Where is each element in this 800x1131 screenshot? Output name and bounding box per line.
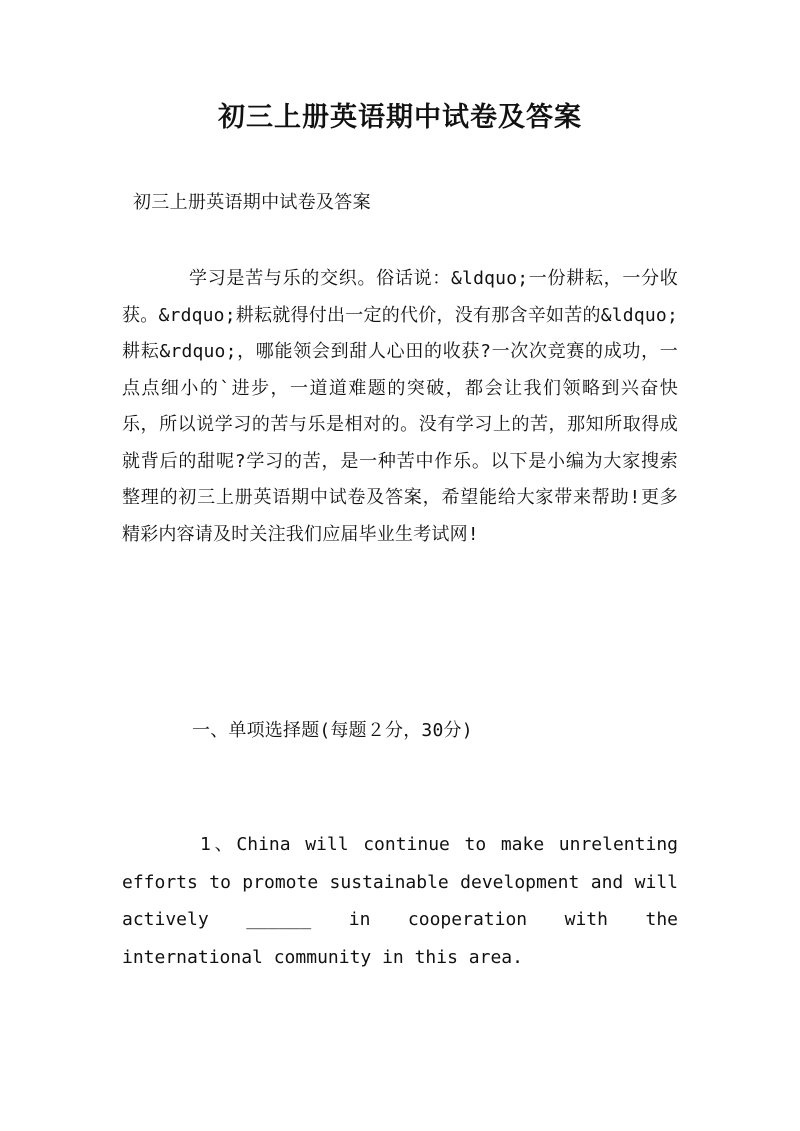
question-1-line-2: efforts to promote sustainable development and will [122, 871, 678, 893]
question-1-line-1: 1、China will continue to make unrelenting [200, 834, 678, 855]
question-1-line-4: international community in this area. [122, 946, 523, 968]
question-1 [122, 826, 678, 976]
document-title: 初三上册英语期中试卷及答案 [218, 102, 582, 133]
section-heading: 一、单项选择题(每题２分，30分) [192, 720, 473, 741]
document-subtitle: 初三上册英语期中试卷及答案 [133, 192, 371, 213]
intro-paragraph: 学习是苦与乐的交织。俗话说：&ldquo;一份耕耘，一分收获。&rdquo;耕耘就得付出一定的代价，没有那含辛如苦的&ldquo;耕耘&rdquo;，哪能领会到甜人心田的收获?一次次竞赛的成功，一点点细小的`进步，一道道难题的突破，都会让我们领略到兴奋快乐，所以说学习的苦与乐是相对的。没有学习上的苦，那知所取得成就背后的甜呢?学习的苦，是一种苦中作乐。以下是小编为大家搜索整理的初三上册英语期中试卷及答案，希望能给大家带来帮助!更多精彩内容请及时关注我们应届毕业生考试网! [122, 268, 678, 545]
question-1-line-3: actively ______ in cooperation with the [122, 909, 678, 930]
